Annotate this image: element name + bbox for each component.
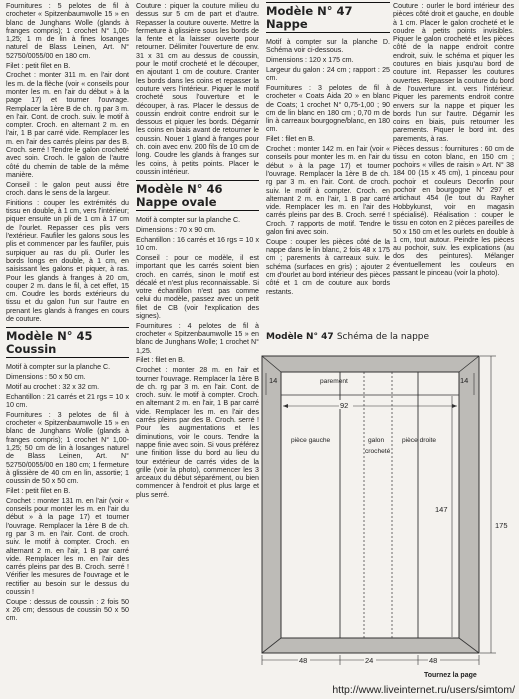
label-piece-droite: pièce droite	[402, 437, 437, 444]
model-47-supplies: Fournitures : 3 pelotes de fil à crocheter « Coats Aida 20 » en blanc de Coats; 1 crochet N° 0,75-1,00 ; 90 cm de lin blanc en 180 cm ; 0,70 m de lin à carreaux bourgogne/blanc, en 180 cm.	[266, 83, 390, 134]
diagram-title: Modèle N° 47 Schéma de la nappe	[266, 332, 430, 342]
label-parement: parement	[320, 378, 348, 385]
dim-bottom-48-right: 48	[429, 656, 438, 665]
footer-url[interactable]: http://www.liveinternet.ru/users/simtom/	[332, 684, 515, 696]
turn-page-note: Tournez la page	[424, 672, 477, 679]
model-46-sample: Echantillon : 16 carrés et 16 rgs = 10 x 10 cm.	[136, 235, 259, 253]
model-46-title: Modèle N° 46 Nappe ovale	[136, 180, 259, 211]
model-46-dims: Dimensions : 70 x 90 cm.	[136, 226, 216, 235]
dim-92: 92	[340, 401, 349, 410]
crochet-text: Crochet : monter 311 m. en l'air dont les m. de la flèche (voir « conseils pour monter les m. en l'air du début » à la page 17) et tourner l'ouvrage. Remplacer la 1ère B de ch. rg par 3 m. en l'air. Cont. de croch. suiv. le motif à compter. Croch. en alternant 2 m. en l'air, 1 B par carré vide. Remplacer les m. en l'air des carrés pleins par des B. Croch. serré ! Tendre le galon crocheté avec soin. Croch. le galon de l'autre côté du chemin de table de la même manière.	[6, 71, 129, 179]
model-47-top-pieces: Pièces dessus : fournitures : 60 cm de tissu en coton blanc, en 150 cm ; pochoirs « villes de raisin » Art. N° 38 184 00 (15 x 45 cm), 1 pinceau pour pochoir et couleurs Decorfin pour pochoir en bourgogne N° 297 et artichaut 454 (le tout du Rayher Hobbykunst, voir en magasin spécialisé). Réalisation : couper le tissu en coton en 2 pièces pareilles de 50 x 150 cm et les ourlets en double à 1 cm, tout autour. Peindre les pièces au pochoir, suiv. les explications (au dos des peintures). Mélanger éventuellement les couleurs en passant le pinceau (voir la photo).	[393, 144, 514, 277]
dim-175: 175	[495, 521, 508, 530]
model-45-intro: Motif à compter sur la planche C.	[6, 363, 111, 372]
model-47-dims: Dimensions : 120 x 175 cm.	[266, 56, 354, 65]
model-46-tip: Conseil : pour ce modèle, il est important que les carrés soient bien croch. en carrés, sinon le motif est décalé et n'est plus reconnaissable. Si votre échantillon n'est pas comme celui du modèle, passez avec un petit filet de CB (voir l'explication des signes).	[136, 253, 259, 320]
dim-147: 147	[435, 505, 448, 514]
model-45-filet: Filet : petit filet en B.	[6, 486, 71, 495]
dim-top-14-right: 14	[460, 376, 469, 385]
label-galon: galon	[368, 437, 385, 444]
model-45-sample: Echantillon : 21 carrés et 21 rgs = 10 x 10 cm.	[6, 392, 129, 409]
model-47-sewing: Couture : ourler le bord intérieur des pièces côté droit et gauche, en double à 1 cm. Placer le galon crocheté et le coudre à petits points invisibles. Piquer le galon crocheté et les pièces côté de la nappe endroit contre endroit, suiv. le schéma et piquer les coutures en biais jusqu'au bord de couture int. Repasser les coutures ouvertes. Repasser la couture du bord de l'ouverture int. vers l'intérieur. Piquer les parements endroit contre envers sur la nappe et piquer les bords l'un sur l'autre. Dégarnir les coins en biais, puis retourner les parements. Piquer le bord int. des parements, à ras.	[393, 2, 514, 143]
dim-bottom-48-left: 48	[299, 656, 308, 665]
model-45-dims: Dimensions : 50 x 50 cm.	[6, 373, 86, 382]
model-46-supplies: Fournitures : 4 pelotes de fil à crocheter « Spitzenbaumwolle 15 » en blanc de Junghans Wolle; 1 crochet N° 1,25.	[136, 321, 259, 355]
model-47-crochet: Crochet : monter 142 m. en l'air (voir « conseils pour monter les m. en l'air du début » à la page 17) et tourner l'ouvrage. Remplacer la 1ère B de ch. rg par 3 m. en l'air. Cont. de croch. suiv. le motif à compter. Croch. en alternant 2 m. en l'air, 1 B par carré vide. Remplacer les m. en l'air des carrés pleins par des B. Croch. serré ! Croch. 7 rapports de motif. Tendre le galon fini avec soin.	[266, 145, 390, 237]
conseil-text: Conseil : le galon peut aussi être croch. dans le sens de la largeur.	[6, 180, 129, 198]
finitions-text: Finitions : couper les extrémités du tissu en double, à 1 cm, vers l'intérieur; piquer ensuite un pli de 1 cm à 17 cm de l'ourlet. Repasser ces plis vers l'extérieur. Faufiler les galons sous les plis et commencer par les faufiler, puis surpiquer au ras du pli. Ourler les bords longs en double, à 1 cm, en saisissant les galons et piquer, à ras. Pour les glands à franges à 20 cm, couper 2 m. dans le fil, à cet effet, 15 cm. Coudre les bords extérieurs du tissu et du galon l'un sur l'autre en prenant les glands à franges en cours de couture.	[6, 198, 129, 323]
model-47-cut: Coupe : couper les pièces côté de la nappe dans le lin blanc, 2 fois 48 x 175 cm ; parements à carreaux suiv. le schéma (surfaces en gris) ; ajouter 2 cm d'ourlet au bord intérieur des pièces côté et 1 cm de couture aux bords restants.	[266, 237, 390, 296]
label-piece-gauche: pièce gauche	[291, 437, 331, 444]
model-46-intro: Motif à compter sur la planche C.	[136, 216, 241, 225]
model-45-motif: Motif au crochet : 32 x 32 cm.	[6, 382, 100, 391]
model-45-title: Modèle N° 45 Coussin	[6, 327, 129, 358]
coussin-previous-supplies: Fournitures : 5 pelotes de fil à crocheter « Spitzenbaumwolle 15 » en blanc de Junghans Wolle (glands à franges compris); 1 crochet N° 1,00-1,25; 1 m de lin à fines losanges naturel de Blass Leinen, Art. N° 52750/0055/00 en 180 cm.	[6, 2, 129, 60]
model-45-sewing: Couture : piquer la couture milieu du dessus sur 5 cm de part et d'autre. Repasser la couture ouverte. Mettre la fermeture à glissière sous les bords de la fente et la laisser ouverte pour retourner. Délimiter l'ouverture de env. 31 x 31 cm au dessus de coussin, pour le motif crocheté et le découper, en ajoutant 1 cm de couture. Cranter les bords dans les coins et repasser la couture vers l'intérieur. Piquer le motif crocheté sous l'ouverture et le découper, à ras. Placer le dessus de coussin endroit contre endroit sur le dessous et piquer les bords. Dégarnir les coins en biais avant de retourner le coussin. Nouer 1 gland à franges pour ch. coin avec env. 200 fils de 10 cm de long. Coudre les glands à franges sur les coins, à petits points. Placer le coussin intérieur.	[136, 2, 259, 176]
dim-top-14-left: 14	[269, 376, 278, 385]
model-47-filet: Filet : filet en B.	[266, 135, 315, 144]
model-47-intro: Motif à compter sur la planche D. Schéma voir ci-dessous.	[266, 38, 390, 55]
model-46-crochet: Crochet : monter 28 m. en l'air et tourner l'ouvrage. Remplacer la 1ère B de ch. rg par 3 m. en l'air. Cont. de croch. suiv. le motif à compter. Croch. en alternant 2 m. en l'air, 1 B par carré vide. Remplacer les m. en l'air des carrés pleins par des B. Croch. serré ! Pour les augmentations et les diminutions, voir le cours. Tendre la nappe finie avec soin. Si vous préférez une finition lisse du bord au lieu du tour extérieur de carrés vides de la grille (voir la photo), commencer les 3 arceaux du début séparément, ou bien commencer à l'endroit et plus large et plus serré.	[136, 366, 259, 499]
label-crochete: crocheté	[365, 448, 391, 455]
model-47-band-width: Largeur du galon : 24 cm ; rapport : 25 cm.	[266, 65, 390, 83]
model-45-cut: Coupe : dessus de coussin : 2 fois 50 x 26 cm; dessous de coussin 50 x 50 cm.	[6, 597, 129, 623]
filet-text: Filet : petit filet en B.	[6, 61, 71, 70]
model-47-title: Modèle N° 47 Nappe	[266, 2, 390, 33]
dim-bottom-24: 24	[365, 656, 374, 665]
model-45-crochet: Crochet : monter 131 m. en l'air (voir « conseils pour monter les m. en l'air du début » à la page 17) et tourner l'ouvrage. Remplacer la 1ère B de ch. rg par 3 m. en l'air. Cont. de croch. suiv. le motif à compter. Croch. en alternant 2 m. en l'air, 1 B par carré vide. Remplacer les m. en l'air des carrés pleins par des B. Croch. serré ! Vérifier les mesures de l'ouvrage et le rectifier au besoin sur le dessus du coussin !	[6, 496, 129, 596]
model-46-filet: Filet : filet en B.	[136, 356, 185, 365]
inner-area	[281, 372, 459, 638]
model-45-supplies: Fournitures : 3 pelotes de fil à crocheter « Spitzenbaumwolle 15 » en blanc de Junghans Wolle (glands à franges compris); 1 crochet N° 1,00-1,25; 50 cm de lin à losanges naturel de Blass Leinen, Art. N° 52750/0055/00 en 180 cm; 1 fermeture à glissière de 40 cm en lin, assortie; 1 coussin de 50 x 50 cm.	[6, 410, 129, 486]
